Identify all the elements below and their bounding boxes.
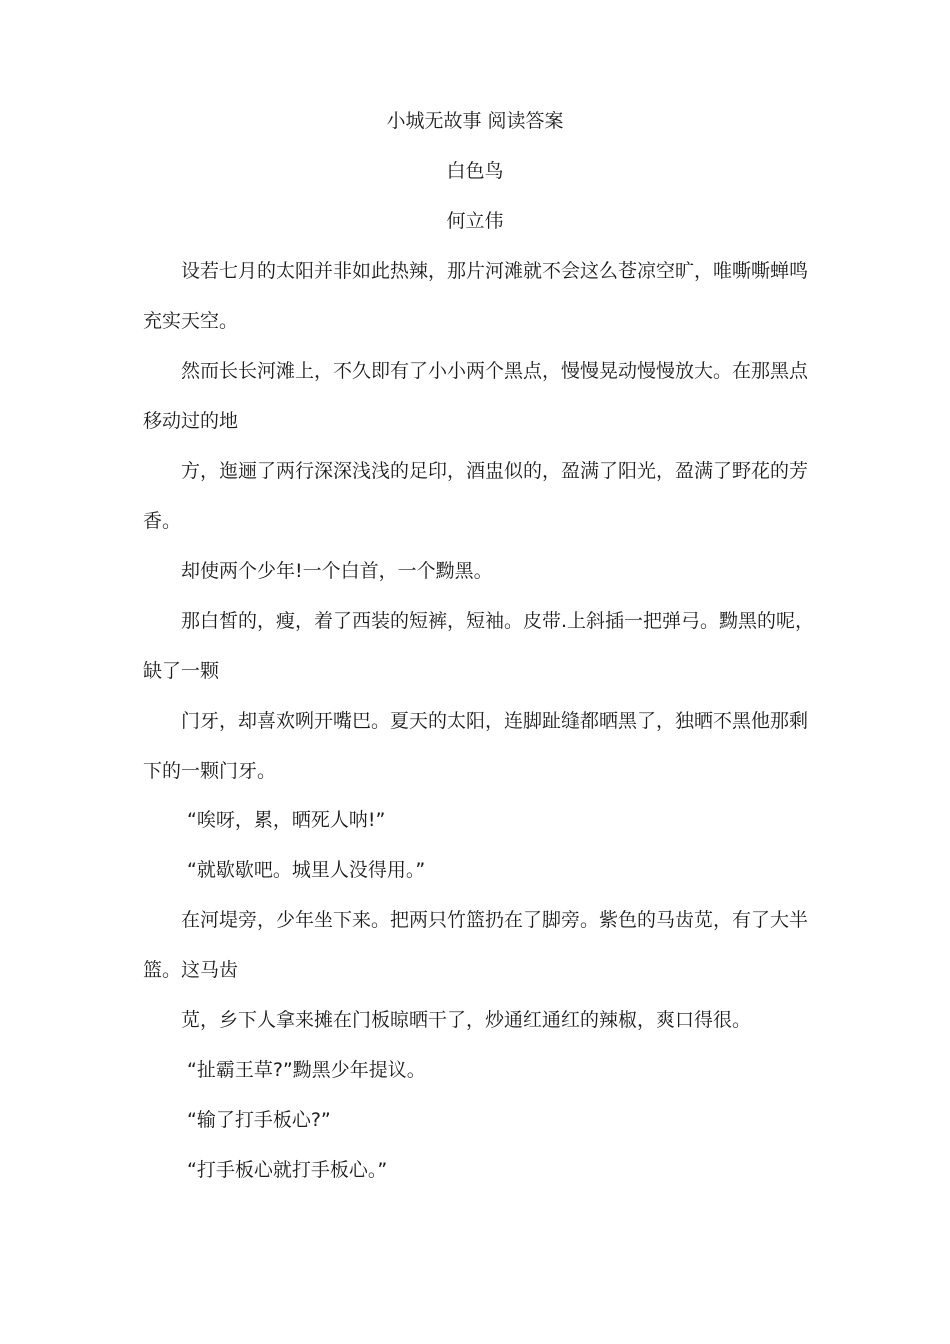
paragraph-2-line-1: 然而长长河滩上，不久即有了小小两个黑点，慢慢晃动慢慢放大。在那黑点 [181,360,809,382]
paragraph-1-line-2: 充实天空。 [143,310,239,332]
paragraph-8-line-1: “就歇歇吧。城里人没得用。” [187,859,426,881]
paragraph-4-line-1: 却使两个少年!一个白首，一个黝黑。 [181,560,493,582]
paragraph-9-line-1: 在河堤旁，少年坐下来。把两只竹篮扔在了脚旁。紫色的马齿苋，有了大半 [181,909,809,931]
paragraph-6-line-1: 门牙，却喜欢咧开嘴巴。夏天的太阳，连脚趾缝都晒黑了，独晒不黑他那剩 [181,710,809,732]
paragraph-1-line-1: 设若七月的太阳并非如此热辣，那片河滩就不会这么苍凉空旷，唯嘶嘶蝉鸣 [181,260,809,282]
paragraph-12-line-1: “输了打手板心?” [187,1109,331,1131]
paragraph-13-line-1: “打手板心就打手板心。” [187,1159,388,1181]
paragraph-5-line-1: 那白皙的，瘦，着了西装的短裤，短袖。皮带.上斜插一把弹弓。黝黑的呢， [181,610,815,632]
document-subtitle: 白色鸟 [446,160,504,182]
paragraph-2-line-2: 移动过的地 [143,410,239,432]
paragraph-5-line-2: 缺了一颗 [143,660,220,682]
document-author: 何立伟 [446,210,504,232]
paragraph-9-line-2: 篮。这马齿 [143,959,239,981]
paragraph-6-line-2: 下的一颗门牙。 [143,760,277,782]
paragraph-7-line-1: “唉呀，累，晒死人呐!” [187,809,386,831]
paragraph-3-line-2: 香。 [143,510,182,532]
paragraph-3-line-1: 方，迤逦了两行深深浅浅的足印，酒盅似的，盈满了阳光，盈满了野花的芳 [181,460,809,482]
document-title: 小城无故事 阅读答案 [386,110,564,132]
paragraph-11-line-1: “扯霸王草?”黝黑少年提议。 [187,1059,426,1081]
paragraph-10-line-1: 苋，乡下人拿来摊在门板晾晒干了，炒通红通红的辣椒，爽口得很。 [181,1009,752,1031]
